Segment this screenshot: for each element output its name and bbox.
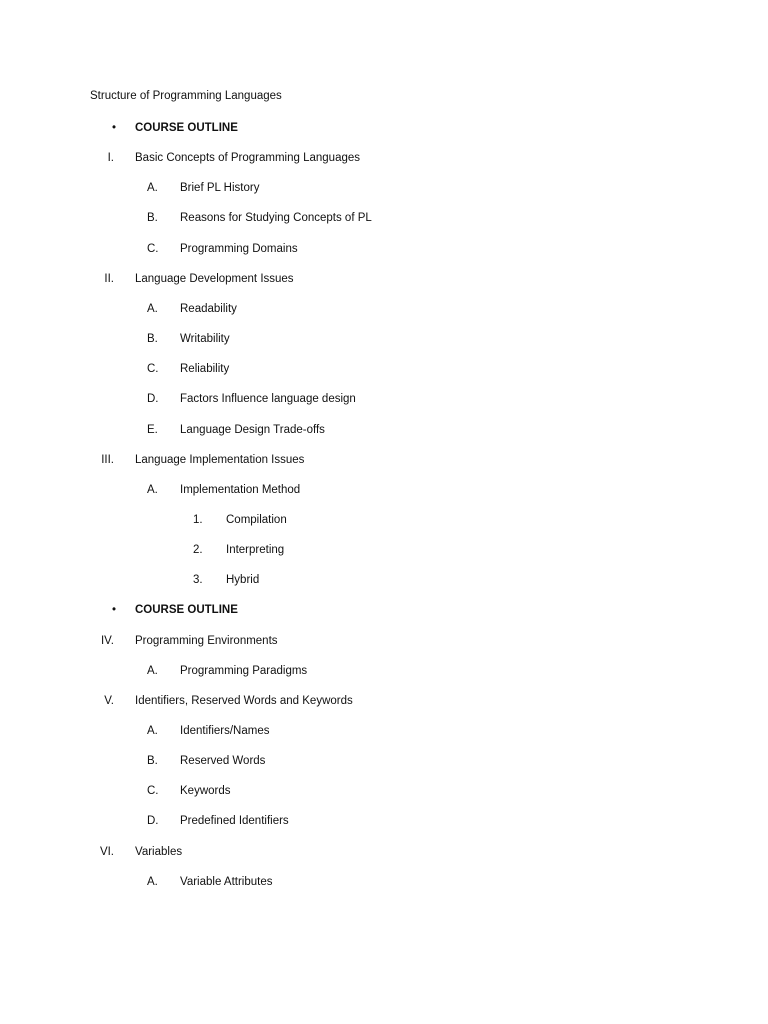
outline-marker: V. [104, 695, 114, 707]
outline-marker: A. [147, 182, 158, 194]
outline-label: Factors Influence language design [180, 393, 356, 405]
outline-label: Compilation [226, 514, 287, 526]
document-title: Structure of Programming Languages [90, 90, 282, 102]
section-heading: COURSE OUTLINE [135, 604, 238, 616]
outline-label: Language Design Trade-offs [180, 424, 325, 436]
outline-marker: IV. [100, 635, 114, 647]
outline-label: Keywords [180, 785, 231, 797]
outline-marker: C. [147, 243, 159, 255]
outline-label: Identifiers/Names [180, 725, 270, 737]
outline-label: Basic Concepts of Programming Languages [135, 152, 361, 164]
outline-label: Reserved Words [180, 755, 266, 767]
outline-marker: B. [147, 333, 158, 345]
outline-marker: III. [101, 454, 114, 466]
outline-label: Programming Paradigms [180, 665, 308, 677]
bullet-marker: • [112, 604, 117, 616]
outline-marker: A. [147, 484, 158, 496]
outline-label: Programming Domains [180, 243, 298, 255]
bullet-marker: • [112, 122, 117, 134]
section-heading: COURSE OUTLINE [135, 122, 238, 134]
outline-label: Identifiers, Reserved Words and Keywords [135, 695, 353, 707]
outline-marker: B. [147, 212, 158, 224]
outline-marker: E. [147, 424, 158, 436]
outline-marker: A. [147, 725, 158, 737]
outline-marker: D. [147, 815, 159, 827]
outline-label: Language Implementation Issues [135, 454, 305, 466]
outline-marker: 2. [193, 544, 203, 556]
outline-marker: D. [147, 393, 159, 405]
outline-label: Reasons for Studying Concepts of PL [180, 212, 372, 224]
outline-marker: 1. [193, 514, 203, 526]
outline-label: Brief PL History [180, 182, 260, 194]
outline-marker: C. [147, 363, 159, 375]
outline-marker: VI. [99, 846, 114, 858]
outline-label: Predefined Identifiers [180, 815, 289, 827]
outline-marker: 3. [193, 574, 203, 586]
outline-label: Variable Attributes [180, 876, 273, 888]
outline-marker: A. [147, 876, 158, 888]
outline-label: Implementation Method [180, 484, 301, 496]
outline-label: Readability [180, 303, 237, 315]
outline-marker: A. [147, 303, 158, 315]
outline-label: Interpreting [226, 544, 285, 556]
outline-marker: I. [107, 152, 114, 164]
outline-label: Writability [180, 333, 230, 345]
outline-marker: II. [104, 273, 114, 285]
outline-marker: A. [147, 665, 158, 677]
outline-label: Language Development Issues [135, 273, 294, 285]
outline-marker: C. [147, 785, 159, 797]
outline-label: Variables [135, 846, 183, 858]
outline-marker: B. [147, 755, 158, 767]
outline-label: Programming Environments [135, 635, 278, 647]
outline-label: Hybrid [226, 574, 260, 586]
outline-label: Reliability [180, 363, 230, 375]
